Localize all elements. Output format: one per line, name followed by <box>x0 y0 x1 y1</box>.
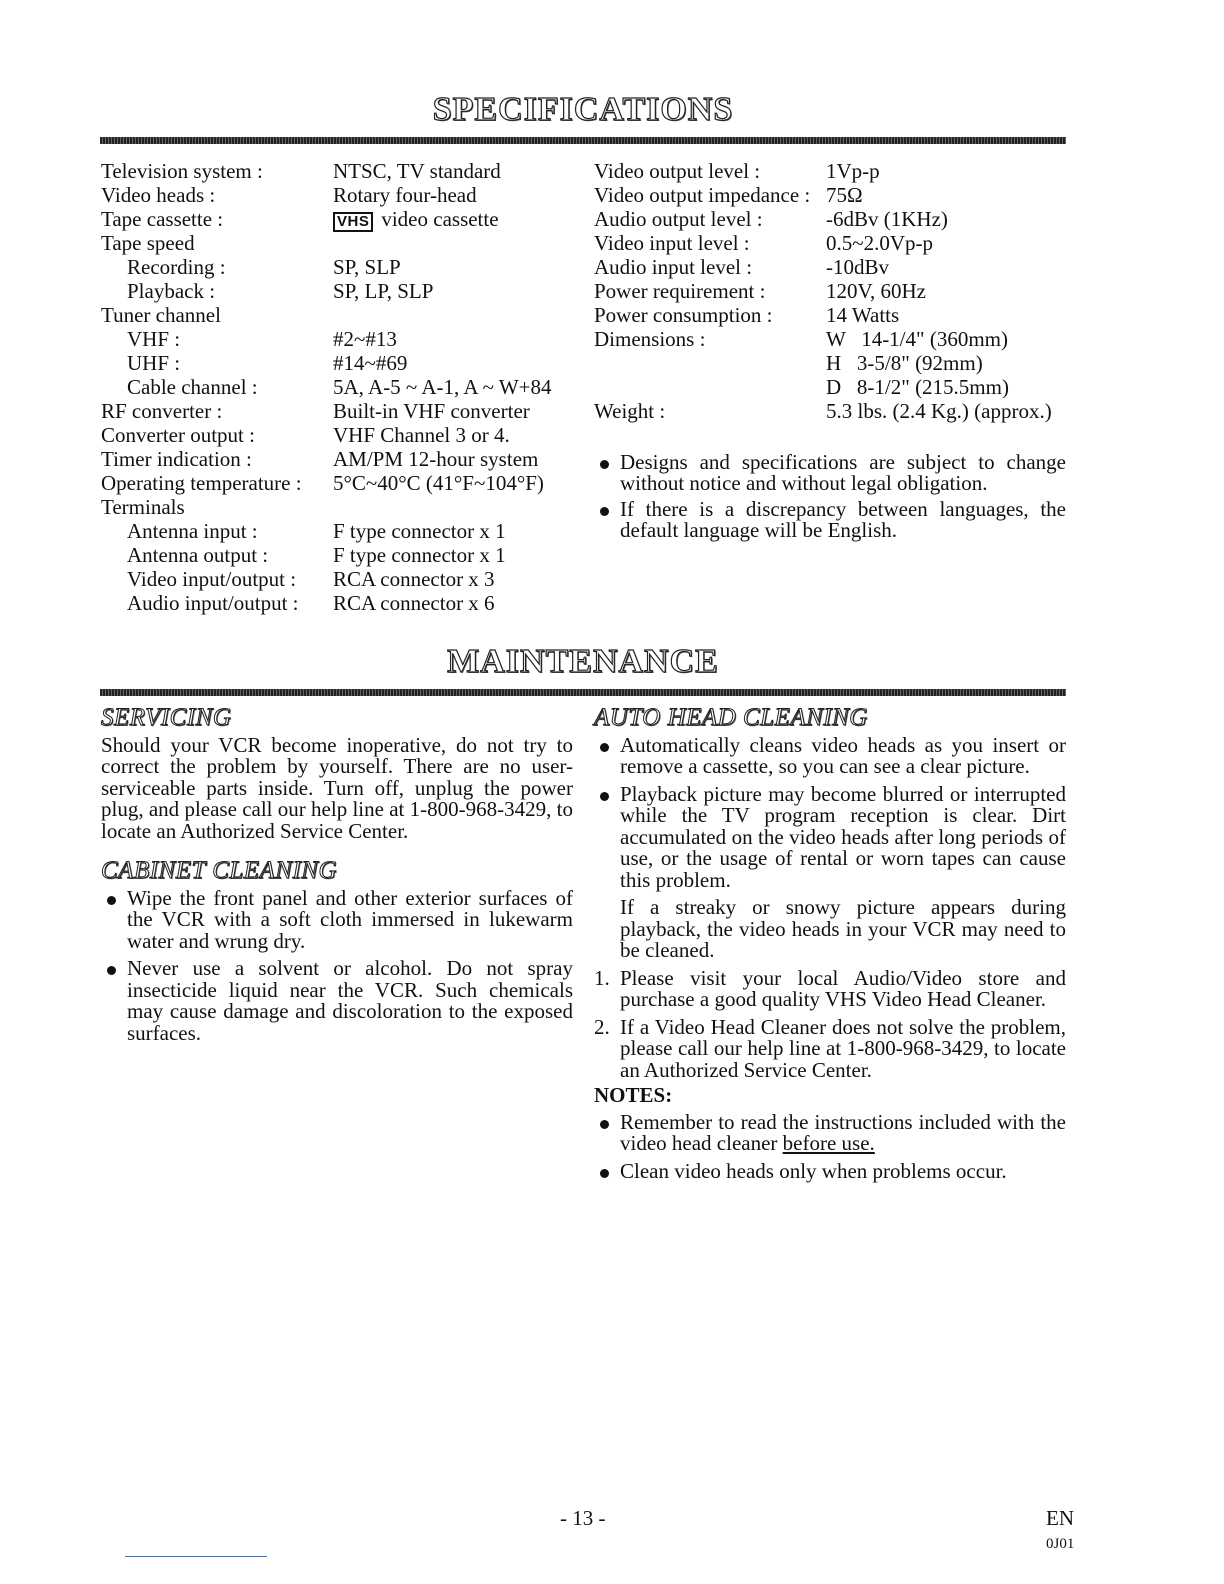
spec-value: F type connector x 1 <box>333 519 506 543</box>
decorative-line <box>125 1556 267 1557</box>
spec-row <box>101 351 571 375</box>
streaky-text: If a streaky or snowy picture appears during playback, the video heads in your VCR may need to be cleaned. <box>620 895 1066 962</box>
spec-right-column <box>594 159 1074 423</box>
spec-row <box>101 591 571 615</box>
list-item: Wipe the front panel and other exterior surfaces of the VCR with a soft cloth immersed in lukewarm water and wrung dry. <box>101 888 573 953</box>
steps-list <box>594 965 1066 1082</box>
spec-label: Video output impedance : <box>594 183 811 207</box>
spec-row <box>594 207 1074 231</box>
spec-value: Built-in VHF converter <box>333 399 530 423</box>
step-text: Please visit your local Audio/Video store and purchase a good quality VHS Video Head Cleaner. <box>620 965 1066 1011</box>
spec-row <box>594 159 1074 183</box>
spec-label: Dimensions : <box>594 327 706 351</box>
spec-row <box>101 159 571 183</box>
spec-value: RCA connector x 6 <box>333 591 495 615</box>
spec-label: Antenna output : <box>127 543 269 567</box>
spec-value: 75Ω <box>826 183 863 207</box>
spec-label: Converter output : <box>101 423 255 447</box>
spec-row <box>101 255 571 279</box>
step-text: If a Video Head Cleaner does not solve the problem, please call our help line at 1-800-968-3429, to locate an Authorized Service Center. <box>620 1014 1066 1082</box>
spec-row <box>594 399 1074 423</box>
spec-label: Tuner channel <box>101 303 221 327</box>
list-item <box>594 965 1066 1011</box>
spec-row <box>101 375 571 399</box>
list-item: Designs and specifications are subject to change without notice and without legal obligation. <box>594 452 1066 494</box>
vhs-logo: VHS <box>333 212 373 232</box>
spec-value: #14~#69 <box>333 351 408 375</box>
maintenance-left-column <box>101 704 573 1046</box>
document-code: 0J01 <box>1046 1536 1075 1552</box>
spec-row <box>101 495 571 519</box>
section-divider <box>100 689 1066 696</box>
spec-label: Recording : <box>127 255 226 279</box>
spec-row <box>594 255 1074 279</box>
spec-value: VHF Channel 3 or 4. <box>333 423 510 447</box>
spec-row <box>101 399 571 423</box>
spec-value: 5°C~40°C (41°F~104°F) <box>333 471 544 495</box>
spec-row <box>101 327 571 351</box>
spec-label: Power requirement : <box>594 279 766 303</box>
page-number: - 13 - <box>560 1506 606 1530</box>
spec-label: Video output level : <box>594 159 761 183</box>
spec-row <box>594 351 1074 375</box>
spec-label: Audio input level : <box>594 255 753 279</box>
spec-row <box>101 231 571 255</box>
cabinet-cleaning-list <box>101 885 573 1045</box>
note-text: Remember to read the instructions included with the video head cleaner <box>620 1109 1066 1155</box>
spec-value: 120V, 60Hz <box>826 279 926 303</box>
step-number: 1. <box>594 965 610 990</box>
spec-label: Video input/output : <box>127 567 297 591</box>
spec-row <box>101 519 571 543</box>
spec-row <box>594 375 1074 399</box>
spec-label: Tape speed <box>101 231 195 255</box>
spec-label: Cable channel : <box>127 375 258 399</box>
servicing-heading: SERVICING <box>101 704 232 731</box>
list-item: Automatically cleans video heads as you insert or remove a cassette, so you can see a clear picture. <box>594 735 1066 778</box>
spec-row <box>101 543 571 567</box>
spec-label: Terminals <box>101 495 185 519</box>
spec-label: Video input level : <box>594 231 750 255</box>
spec-row <box>101 567 571 591</box>
notes-list <box>594 1109 1066 1183</box>
list-item: Clean video heads only when problems occur. <box>594 1161 1066 1183</box>
spec-label: Video heads : <box>101 183 216 207</box>
spec-left-column <box>101 159 571 615</box>
spec-row <box>101 303 571 327</box>
spec-row <box>594 183 1074 207</box>
spec-row <box>101 447 571 471</box>
section-divider <box>100 137 1066 144</box>
spec-value: #2~#13 <box>333 327 397 351</box>
note-underlined-text: before use. <box>782 1131 875 1155</box>
spec-row <box>101 279 571 303</box>
list-item: Never use a solvent or alcohol. Do not spray insecticide liquid near the VCR. Such chemicals may cause damage and discoloration to the exposed surfaces. <box>101 958 573 1044</box>
spec-value: 0.5~2.0Vp-p <box>826 231 934 255</box>
spec-row <box>101 207 571 231</box>
spec-row <box>594 231 1074 255</box>
notes-heading: NOTES: <box>594 1083 673 1107</box>
spec-label: Audio input/output : <box>127 591 299 615</box>
spec-label: Tape cassette : <box>101 207 224 231</box>
spec-row <box>101 423 571 447</box>
auto-head-cleaning-heading: AUTO HEAD CLEANING <box>594 704 868 731</box>
spec-row <box>101 471 571 495</box>
list-item: Playback picture may become blurred or interrupted while the TV program reception is clear. Dirt accumulated on the video heads after long periods of use, or the usage of rental or worn tapes can cause this problem. <box>594 784 1066 892</box>
spec-label: Operating temperature : <box>101 471 302 495</box>
spec-value: NTSC, TV standard <box>333 159 501 183</box>
spec-label: Audio output level : <box>594 207 763 231</box>
spec-value: 5.3 lbs. (2.4 Kg.) (approx.) <box>826 399 1052 423</box>
spec-value: AM/PM 12-hour system <box>333 447 539 471</box>
list-item: If there is a discrepancy between languages, the default language will be English. <box>594 499 1066 541</box>
spec-label: Playback : <box>127 279 216 303</box>
spec-value: -10dBv <box>826 255 889 279</box>
spec-value <box>333 207 499 232</box>
list-item <box>594 1014 1066 1082</box>
language-code: EN <box>1046 1506 1074 1530</box>
maintenance-right-column <box>594 704 1066 1184</box>
spec-label: Weight : <box>594 399 666 423</box>
spec-value: Rotary four-head <box>333 183 477 207</box>
spec-label: RF converter : <box>101 399 223 423</box>
servicing-text: Should your VCR become inoperative, do not try to correct the problem by yourself. There are no user-serviceable parts inside. Turn off, unplug the power plug, and please call our help line at 1-800-968-3429, to locate an Authorized Service Center. <box>101 732 573 843</box>
list-item <box>594 1109 1066 1155</box>
spec-value: RCA connector x 3 <box>333 567 495 591</box>
spec-row <box>594 279 1074 303</box>
specifications-title: SPECIFICATIONS <box>432 91 734 128</box>
spec-row <box>594 327 1074 351</box>
spec-value: 1Vp-p <box>826 159 880 183</box>
spec-row <box>594 303 1074 327</box>
spec-label: Television system : <box>101 159 263 183</box>
spec-value: -6dBv (1KHz) <box>826 207 948 231</box>
cabinet-cleaning-heading: CABINET CLEANING <box>101 857 338 884</box>
spec-label: UHF : <box>127 351 181 375</box>
spec-value: 5A, A-5 ~ A-1, A ~ W+84 <box>333 375 552 399</box>
spec-value: SP, SLP <box>333 255 401 279</box>
spec-value: 14 Watts <box>826 303 900 327</box>
maintenance-title: MAINTENANCE <box>447 643 719 680</box>
spec-value: D 8-1/2" (215.5mm) <box>826 375 1009 399</box>
spec-value: H 3-5/8" (92mm) <box>826 351 983 375</box>
spec-label: Timer indication : <box>101 447 252 471</box>
spec-value: SP, LP, SLP <box>333 279 434 303</box>
step-number: 2. <box>594 1014 610 1039</box>
spec-label: VHF : <box>127 327 181 351</box>
spec-value: W 14-1/4" (360mm) <box>826 327 1008 351</box>
spec-value: F type connector x 1 <box>333 543 506 567</box>
spec-label: Power consumption : <box>594 303 773 327</box>
spec-row <box>101 183 571 207</box>
spec-value-text: video cassette <box>381 207 499 231</box>
spec-notes <box>594 452 1066 543</box>
spec-label: Antenna input : <box>127 519 258 543</box>
auto-head-list <box>594 732 1066 892</box>
